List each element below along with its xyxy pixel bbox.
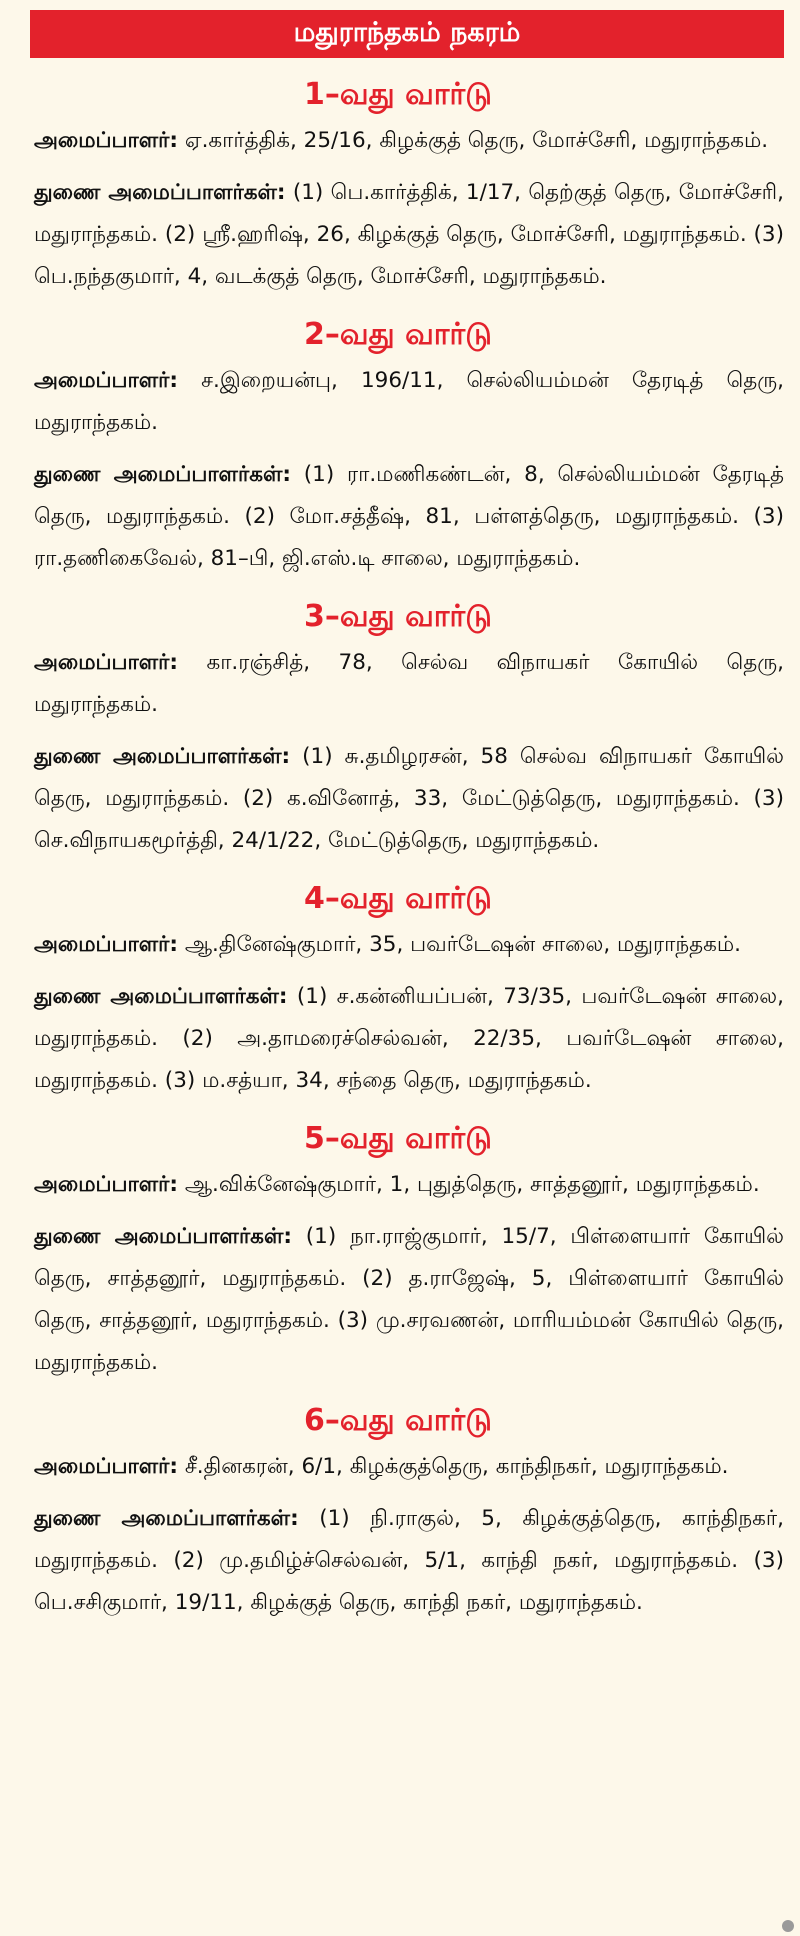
ward-block-6: [12, 1396, 784, 1624]
ward-block-5: [12, 1114, 784, 1384]
secretary-entry: [12, 120, 784, 162]
ward-title: 6–வது வார்டு: [304, 1403, 492, 1438]
ward-block-1: [12, 70, 784, 298]
secretary-details: கா.ரஞ்சித், 78, செல்வ விநாயகர் கோயில் தெரு, மதுராந்தகம்.: [34, 650, 784, 717]
deputies-entry: [12, 736, 784, 862]
deputies-details: (1) நா.ராஜ்குமார், 15/7, பிள்ளையார் கோயில் தெரு, சாத்தனூர், மதுராந்தகம். (2) த.ராஜேஷ், 5, பிள்ளையார் கோயில் தெரு, சாத்தனூர், மதுராந்தகம். (3) மு.சரவணன், மாரியம்மன் கோயில் தெரு, மதுராந்தகம்.: [34, 1224, 784, 1375]
secretary-label: அமைப்பாளர்:: [34, 1454, 179, 1479]
ward-title: 1–வது வார்டு: [304, 77, 492, 112]
secretary-entry: [12, 1446, 784, 1488]
deputies-entry: [12, 454, 784, 580]
ward-block-3: [12, 592, 784, 862]
deputies-label: துணை அமைப்பாளர்கள்:: [34, 462, 291, 487]
secretary-label: அமைப்பாளர்:: [34, 128, 179, 153]
secretary-entry: [12, 1164, 784, 1206]
section-header-title: மதுராந்தகம் நகரம்: [293, 16, 521, 48]
deputies-entry: [12, 1498, 784, 1624]
corner-dot-icon: [782, 1920, 794, 1932]
secretary-details: ஆ.விக்னேஷ்குமார், 1, புதுத்தெரு, சாத்தனூர், மதுராந்தகம்.: [184, 1172, 760, 1197]
secretary-details: சீ.தினகரன், 6/1, கிழக்குத்தெரு, காந்திநகர், மதுராந்தகம்.: [184, 1454, 729, 1479]
deputies-label: துணை அமைப்பாளர்கள்:: [34, 984, 288, 1009]
secretary-label: அமைப்பாளர்:: [34, 368, 179, 393]
secretary-entry: [12, 642, 784, 726]
deputies-details: (1) ரா.மணிகண்டன், 8, செல்லியம்மன் தேரடித் தெரு, மதுராந்தகம். (2) மோ.சத்தீஷ், 81, பள்ளத்தெரு, மதுராந்தகம். (3) ரா.தணிகைவேல், 81–பி, ஜி.எஸ்.டி சாலை, மதுராந்தகம்.: [34, 462, 784, 571]
deputies-entry: [12, 976, 784, 1102]
secretary-entry: [12, 360, 784, 444]
ward-block-2: [12, 310, 784, 580]
deputies-label: துணை அமைப்பாளர்கள்:: [34, 744, 291, 769]
deputies-label: துணை அமைப்பாளர்கள்:: [34, 180, 286, 205]
secretary-details: ச.இறையன்பு, 196/11, செல்லியம்மன் தேரடித் தெரு, மதுராந்தகம்.: [34, 368, 784, 435]
deputies-details: (1) நி.ராகுல், 5, கிழக்குத்தெரு, காந்திநகர், மதுராந்தகம். (2) மு.தமிழ்ச்செல்வன், 5/1, காந்தி நகர், மதுராந்தகம். (3) பெ.சசிகுமார், 19/11, கிழக்குத் தெரு, காந்தி நகர், மதுராந்தகம்.: [34, 1506, 784, 1615]
deputies-details: (1) ச.கன்னியப்பன், 73/35, பவர்டேஷன் சாலை, மதுராந்தகம். (2) அ.தாமரைச்செல்வன், 22/35, பவர்டேஷன் சாலை, மதுராந்தகம். (3) ம.சத்யா, 34, சந்தை தெரு, மதுராந்தகம்.: [34, 984, 784, 1093]
deputies-entry: [12, 172, 784, 298]
ward-title: 5–வது வார்டு: [304, 1121, 492, 1156]
secretary-label: அமைப்பாளர்:: [34, 932, 179, 957]
secretary-label: அமைப்பாளர்:: [34, 650, 179, 675]
deputies-entry: [12, 1216, 784, 1384]
section-header: [30, 10, 784, 58]
ward-title: 4–வது வார்டு: [304, 881, 492, 916]
ward-title: 3–வது வார்டு: [304, 599, 492, 634]
secretary-details: ஆ.தினேஷ்குமார், 35, பவர்டேஷன் சாலை, மதுராந்தகம்.: [184, 932, 742, 957]
ward-block-4: [12, 874, 784, 1102]
deputies-label: துணை அமைப்பாளர்கள்:: [34, 1506, 299, 1531]
deputies-details: (1) பெ.கார்த்திக், 1/17, தெற்குத் தெரு, மோச்சேரி, மதுராந்தகம். (2) ஸ்ரீ.ஹரிஷ், 26, கிழக்குத் தெரு, மோச்சேரி, மதுராந்தகம். (3) பெ.நந்தகுமார், 4, வடக்குத் தெரு, மோச்சேரி, மதுராந்தகம்.: [34, 180, 784, 289]
ward-title: 2–வது வார்டு: [304, 317, 492, 352]
secretary-details: ஏ.கார்த்திக், 25/16, கிழக்குத் தெரு, மோச்சேரி, மதுராந்தகம்.: [184, 128, 769, 153]
deputies-details: (1) சு.தமிழரசன், 58 செல்வ விநாயகர் கோயில் தெரு, மதுராந்தகம். (2) க.வினோத், 33, மேட்டுத்தெரு, மதுராந்தகம். (3) செ.விநாயகமூர்த்தி, 24/1/22, மேட்டுத்தெரு, மதுராந்தகம்.: [34, 744, 784, 853]
deputies-label: துணை அமைப்பாளர்கள்:: [34, 1224, 292, 1249]
secretary-entry: [12, 924, 784, 966]
secretary-label: அமைப்பாளர்:: [34, 1172, 179, 1197]
